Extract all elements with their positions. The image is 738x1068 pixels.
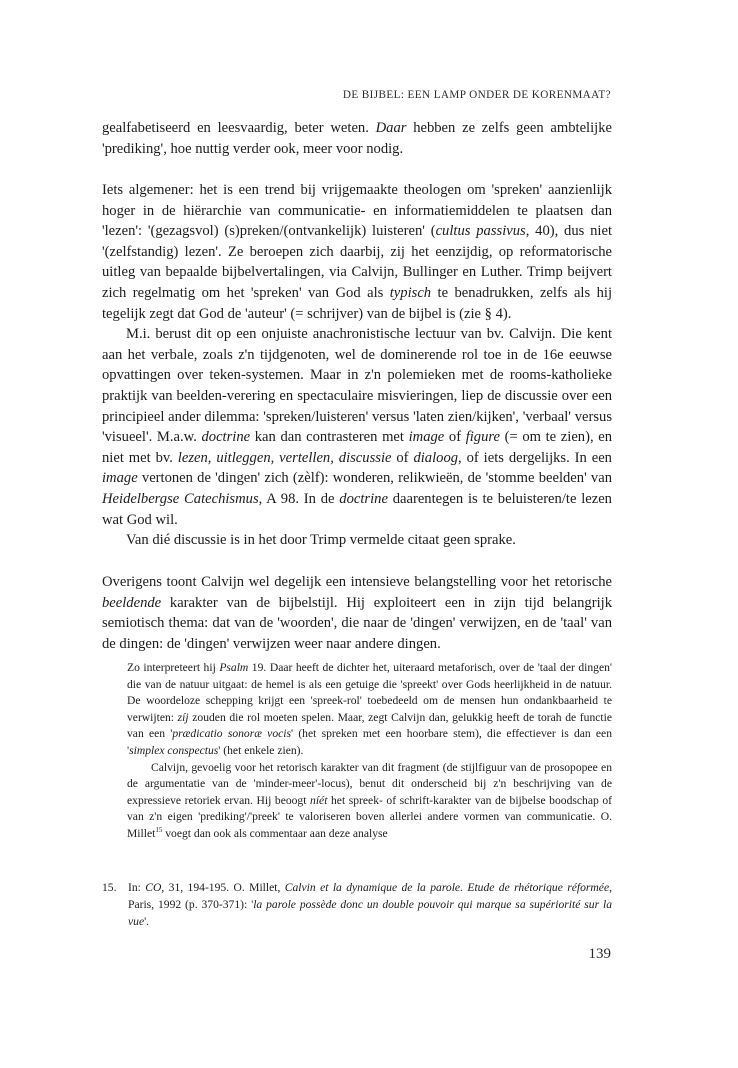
paragraph-3: M.i. berust dit op een onjuiste anachronistische lectuur van bv. Calvijn. Die kent aan het verbale, zoals z'n tijdgenoten, wel de dominerende rol toe in de 16e eeuwse opvattingen over teken-systemen. Maar in z'n polemieken met de rooms-katholieke praktijk van beelden-verering en spectaculaire misvieringen, liep de discussie over een principieel ander dilemma: 'spreken/luisteren' versus 'laten zien/kijken', 'verbaal' versus 'visueel'. M.a.w. doctrine kan dan contrasteren met image of figure (= om te zien), en niet met bv. lezen, uitleggen, vertellen, discussie of dialoog, of iets dergelijks. In een image vertonen de 'dingen' zich (zèlf): wonderen, relikwieën, de 'stomme beelden' van Heidelbergse Catechismus, A 98. In de doctrine daarentegen is te beluisteren/te lezen wat God wil. xyxy=(102,326,613,528)
paragraph-2: Iets algemener: het is een trend bij vrijgemaakte theologen om 'spreken' aanzienlijk hoger in de hiërarchie van communicatie- en informatiemiddelen te plaatsen dan 'lezen': '(gezagsvol) (s)preken/(ontvankelijk) luisteren' (cultus passivus, 40), dus niet '(zelfstandig) lezen'. Ze beroepen zich daarbij, zij het eenzijdig, op reformatorische uitleg van bepaalde bijbelvertalingen, via Calvijn, Bullinger en Luther. Trimp beijvert zich regelmatig om het 'spreken' van God als typisch te benadrukken, zelfs als hij tegelijk zegt dat God de 'auteur' (= schrijver) van de bijbel is (zie § 4). xyxy=(102,182,613,322)
paragraph-5: Overigens toont Calvijn wel degelijk een intensieve belangstelling voor het retorische beeldende karakter van de bijbelstijl. Hij exploiteert een in zijn tijd belangrijk semiotisch thema: dat van de 'woorden', die naar de 'dingen' verwijzen, en de 'taal' van de dingen: de 'dingen' verwijzen weer naar andere dingen. xyxy=(102,574,612,652)
body-text-main xyxy=(102,180,612,551)
quote-paragraph-2: Calvijn, gevoelig voor het retorisch karakter van dit fragment (de stijlfiguur van de prosopopee en de argumentatie van de 'minder-meer'-locus), benut dit onderscheid bij z'n beschrijving van de expressieve retoriek ervan. Hij beoogt níét het spreek- of schrift-karakter van de bijbelse boodschap of van z'n eigen 'prediking'/'preek' te valoriseren boven allerlei andere vormen van communicatie. O. Millet$^{15}$ voegt dan ook als commentaar aan deze analyse xyxy=(127,760,612,840)
footnote-reference[interactable]: 15 xyxy=(155,826,163,835)
body-text-top xyxy=(102,118,612,159)
paragraph-4: Van dié discussie is in het door Trimp vermelde citaat geen sprake. xyxy=(126,532,516,549)
block-quote xyxy=(127,660,612,843)
paragraph-1: gealfabetiseerd en leesvaardig, beter weten. Daar hebben ze zelfs geen ambtelijke 'prediking', hoe nuttig verder ook, meer voor nodig. xyxy=(102,120,612,157)
running-head: DE BIJBEL: EEN LAMP ONDER DE KORENMAAT? xyxy=(342,89,611,101)
footnote-15: 15. In: CO, 31, 194-195. O. Millet, Calvin et la dynamique de la parole. Etude de rhétorique réformée, Paris, 1992 (p. 370-371): 'la parole possède donc un double pouvoir qui marque sa supériorité sur la vue'. xyxy=(102,881,613,928)
footnote-number: 15. xyxy=(102,881,117,894)
footnote xyxy=(102,880,612,930)
page-number: 139 xyxy=(588,946,611,962)
quote-paragraph-1: Zo interpreteert hij Psalm 19. Daar heeft de dichter het, uiteraard metaforisch, over de 'taal der dingen' die van de natuur uitgaat: de hemel is als een getuige die 'spreekt' over Gods heerlijkheid in de natuur. De woordeloze schepping krijgt een 'spreek-rol' toebedeeld om de mensen hun ondankbaarheid te verwijten: zíj zouden die rol moeten spelen. Maar, zegt Calvijn dan, gelukkig heeft de torah de functie van een 'prædicatio sonoræ vocis' (het spreken met een hoorbare stem), die effectiever is dan een 'simplex conspectus' (het enkele zien). xyxy=(127,661,613,757)
body-text-lower xyxy=(102,572,612,654)
